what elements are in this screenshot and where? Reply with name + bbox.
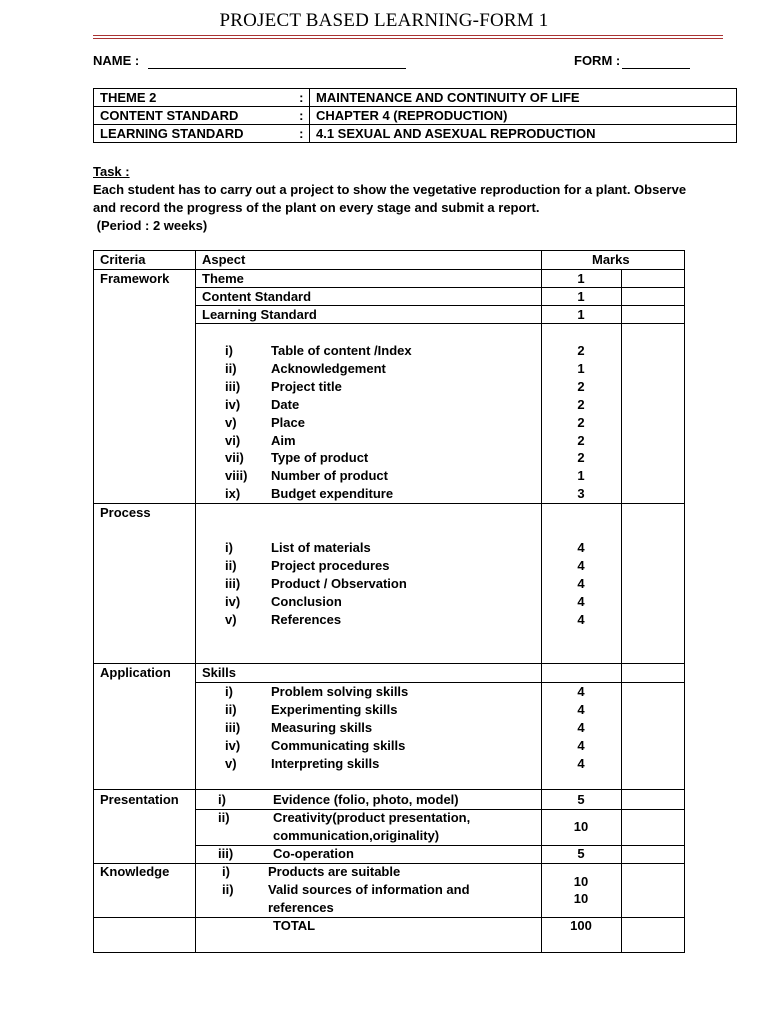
item-label: Products are suitable	[268, 864, 401, 879]
theme-label: THEME 2	[94, 89, 294, 107]
item-number: iv)	[225, 397, 241, 412]
aspect-content-standard: Content Standard	[202, 289, 312, 304]
colon: :	[294, 125, 310, 143]
item-number: iv)	[225, 594, 241, 609]
item-label: Conclusion	[271, 594, 342, 609]
item-number: ii)	[225, 702, 237, 717]
total-mark: 100	[570, 918, 592, 933]
item-label: Interpreting skills	[271, 756, 380, 771]
item-number: vii)	[225, 450, 244, 465]
criteria-process: Process	[100, 505, 151, 520]
mark: 10	[573, 819, 589, 834]
item-label: Valid sources of information and	[268, 882, 470, 897]
mark: 4	[577, 594, 585, 609]
item-label: Aim	[271, 433, 296, 448]
item-label: Project title	[271, 379, 342, 394]
item-number: v)	[225, 415, 237, 430]
item-number: i)	[218, 792, 226, 807]
mark: 4	[577, 540, 585, 555]
mark: 2	[577, 433, 585, 448]
task-period: (Period : 2 weeks)	[93, 218, 208, 233]
item-number: ix)	[225, 486, 241, 501]
item-number: v)	[225, 612, 237, 627]
mark: 2	[577, 397, 585, 412]
item-number: iii)	[225, 379, 241, 394]
criteria-presentation: Presentation	[100, 792, 179, 807]
mark: 4	[577, 576, 585, 591]
mark: 5	[577, 846, 585, 861]
header-aspect: Aspect	[202, 252, 246, 267]
item-number: vi)	[225, 433, 241, 448]
item-label: Project procedures	[271, 558, 390, 573]
learning-standard-label: LEARNING STANDARD	[94, 125, 294, 143]
mark: 1	[577, 289, 585, 304]
item-label: communication,originality)	[273, 828, 440, 843]
aspect-skills: Skills	[202, 665, 236, 680]
aspect-learning-standard: Learning Standard	[202, 307, 317, 322]
mark: 10	[573, 891, 589, 906]
mark: 4	[577, 558, 585, 573]
criteria-framework: Framework	[100, 271, 170, 286]
task-line: and record the progress of the plant on every stage and submit a report.	[93, 200, 540, 215]
criteria-application: Application	[100, 665, 171, 680]
item-number: v)	[225, 756, 237, 771]
content-standard-label: CONTENT STANDARD	[94, 107, 294, 125]
header-marks: Marks	[592, 252, 630, 267]
item-label: Evidence (folio, photo, model)	[273, 792, 459, 807]
mark: 1	[577, 361, 585, 376]
mark: 4	[577, 702, 585, 717]
colon: :	[294, 107, 310, 125]
item-label: Budget expenditure	[271, 486, 394, 501]
theme-value: MAINTENANCE AND CONTINUITY OF LIFE	[310, 89, 737, 107]
mark: 4	[577, 684, 585, 699]
item-number: iv)	[225, 738, 241, 753]
item-label: Problem solving skills	[271, 684, 409, 699]
item-label: Experimenting skills	[271, 702, 398, 717]
item-label: references	[268, 900, 334, 915]
aspect-theme: Theme	[202, 271, 244, 286]
content-standard-value: CHAPTER 4 (REPRODUCTION)	[310, 107, 737, 125]
item-number: ii)	[218, 810, 230, 825]
item-number: iii)	[218, 846, 234, 861]
mark: 3	[577, 486, 585, 501]
item-label: Table of content /Index	[271, 343, 412, 358]
task-heading: Task :	[93, 164, 130, 179]
item-number: i)	[225, 343, 233, 358]
item-label: Creativity(product presentation,	[273, 810, 471, 825]
mark: 4	[577, 612, 585, 627]
mark: 2	[577, 415, 585, 430]
item-label: Date	[271, 397, 300, 412]
item-label: Place	[271, 415, 305, 430]
form-label: FORM :	[574, 53, 621, 68]
item-label: Communicating skills	[271, 738, 406, 753]
mark: 1	[577, 468, 585, 483]
item-label: Product / Observation	[271, 576, 407, 591]
total-label: TOTAL	[273, 918, 316, 933]
mark: 5	[577, 792, 585, 807]
mark: 1	[577, 307, 585, 322]
item-label: Measuring skills	[271, 720, 373, 735]
mark: 2	[577, 450, 585, 465]
criteria-knowledge: Knowledge	[100, 864, 170, 879]
item-label: Acknowledgement	[271, 361, 386, 376]
learning-standard-value: 4.1 SEXUAL AND ASEXUAL REPRODUCTION	[310, 125, 737, 143]
item-label: List of materials	[271, 540, 371, 555]
item-label: Number of product	[271, 468, 388, 483]
item-number: i)	[225, 684, 233, 699]
item-label: Co-operation	[273, 846, 354, 861]
header-criteria: Criteria	[100, 252, 146, 267]
item-number: iii)	[225, 720, 241, 735]
mark: 4	[577, 738, 585, 753]
mark: 4	[577, 720, 585, 735]
item-number: i)	[225, 540, 233, 555]
colon: :	[294, 89, 310, 107]
mark: 2	[577, 379, 585, 394]
name-label: NAME :	[93, 53, 140, 68]
mark: 10	[573, 874, 589, 889]
mark: 1	[577, 271, 585, 286]
item-number: iii)	[225, 576, 241, 591]
item-label: Type of product	[271, 450, 369, 465]
item-number: i)	[222, 864, 230, 879]
item-number: ii)	[225, 558, 237, 573]
mark: 2	[577, 343, 585, 358]
item-number: viii)	[225, 468, 248, 483]
item-label: References	[271, 612, 342, 627]
item-number: ii)	[222, 882, 234, 897]
mark: 4	[577, 756, 585, 771]
task-line: Each student has to carry out a project to show the vegetative reproduction for a plant. Observe	[93, 182, 687, 197]
item-number: ii)	[225, 361, 237, 376]
page-title: PROJECT BASED LEARNING-FORM 1	[219, 10, 549, 31]
